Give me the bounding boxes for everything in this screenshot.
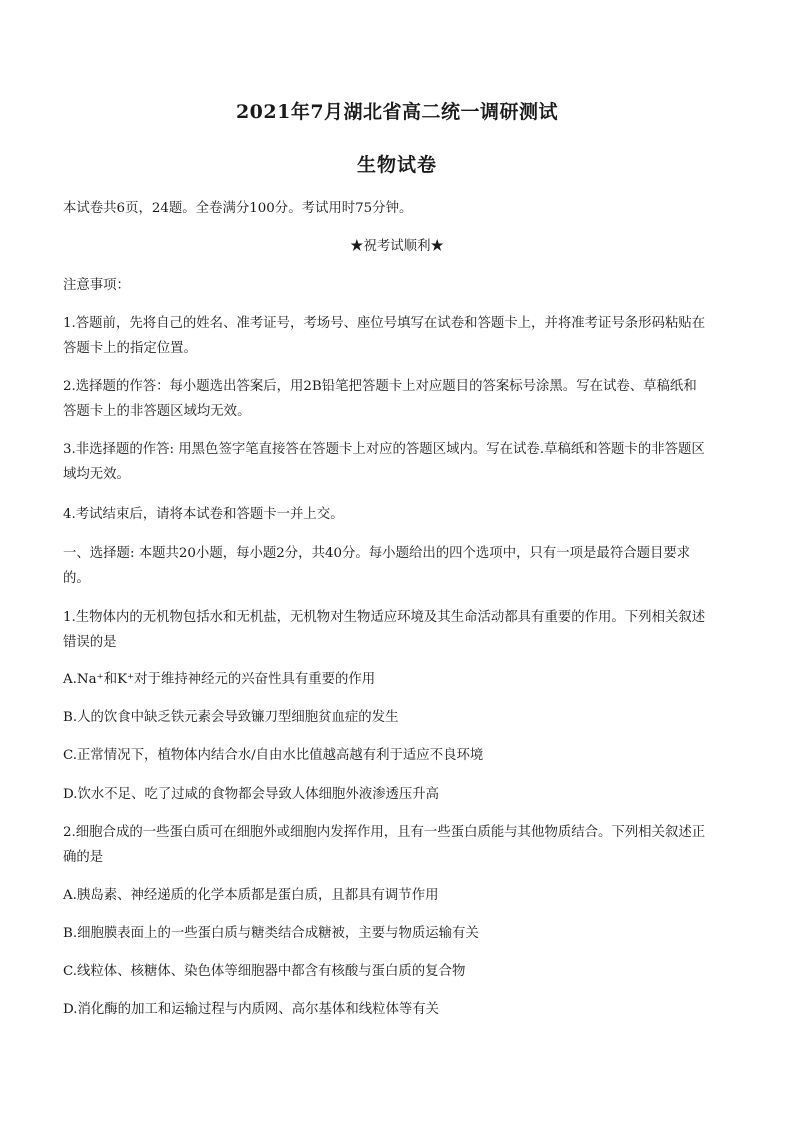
notice-item-3-line-1: 3.非选择题的作答: 用黑色签字笔直接答在答题卡上对应的答题区域内。写在试卷.草稿纸和答题卡的非答题区	[63, 442, 705, 457]
question-2-option-c: C.线粒体、核糖体、染色体等细胞器中都含有核酸与蛋白质的复合物	[63, 964, 466, 979]
notice-item-3-line-2: 域均无效。	[63, 467, 130, 482]
question-2-line-1: 2.细胞合成的一些蛋白质可在细胞外或细胞内发挥作用，且有一些蛋白质能与其他物质结合。下列相关叙述正	[63, 825, 706, 840]
question-1-line-1: 1.生物体内的无机物包括水和无机盐，无机物对生物适应环境及其生命活动都具有重要的作用。下列相关叙述	[63, 610, 706, 625]
question-1-option-c: C.正常情况下，植物体内结合水/自由水比值越高越有利于适应不良环境	[63, 748, 484, 763]
notice-item-4: 4.考试结束后，请将本试卷和答题卡一并上交。	[63, 507, 344, 522]
notice-item-1-line-1: 1.答题前，先将自己的姓名、准考证号，考场号、座位号填写在试卷和答题卡上，并将准考证号条形码粘贴在	[63, 316, 706, 331]
notice-item-1-line-2: 答题卡上的指定位置。	[63, 341, 197, 356]
notice-item-2-line-2: 答题卡上的非答题区域均无效。	[63, 404, 251, 419]
question-2-option-a: A.胰岛素、神经递质的化学本质都是蛋白质，且都具有调节作用	[63, 888, 439, 903]
question-1-option-b: B.人的饮食中缺乏铁元素会导致镰刀型细胞贫血症的发生	[63, 710, 399, 725]
question-2-option-b: B.细胞膜表面上的一些蛋白质与糖类结合成糖被，主要与物质运输有关	[63, 926, 479, 941]
exam-intro: 本试卷共6页，24题。全卷满分100分。考试用时75分钟。	[63, 201, 413, 216]
exam-subtitle: 生物试卷	[356, 154, 437, 176]
question-2-option-d: D.消化酶的加工和运输过程与内质网、高尔基体和线粒体等有关	[63, 1002, 440, 1017]
question-1-option-a: A.Na⁺和K⁺对于维持神经元的兴奋性具有重要的作用	[63, 672, 376, 687]
notice-item-2-line-1: 2.选择题的作答：每小题选出答案后，用2B铅笔把答题卡上对应题目的答案标号涂黑。写在试卷、草稿纸和	[63, 379, 697, 394]
notice-heading: 注意事项：	[63, 278, 130, 293]
question-1-line-2: 错误的是	[63, 635, 117, 650]
question-2-line-2: 确的是	[63, 850, 104, 865]
blessing-text: ★祝考试顺利★	[350, 239, 444, 254]
section-1-line-1: 一、选择题: 本题共20小题，每小题2分，共40分。每小题给出的四个选项中，只有一项是最符合题目要求	[63, 546, 691, 561]
exam-title: 2021年7月湖北省高二统一调研测试	[235, 101, 559, 123]
question-1-option-d: D.饮水不足、吃了过咸的食物都会导致人体细胞外液渗透压升高	[63, 787, 440, 802]
section-1-line-2: 的。	[63, 571, 90, 586]
